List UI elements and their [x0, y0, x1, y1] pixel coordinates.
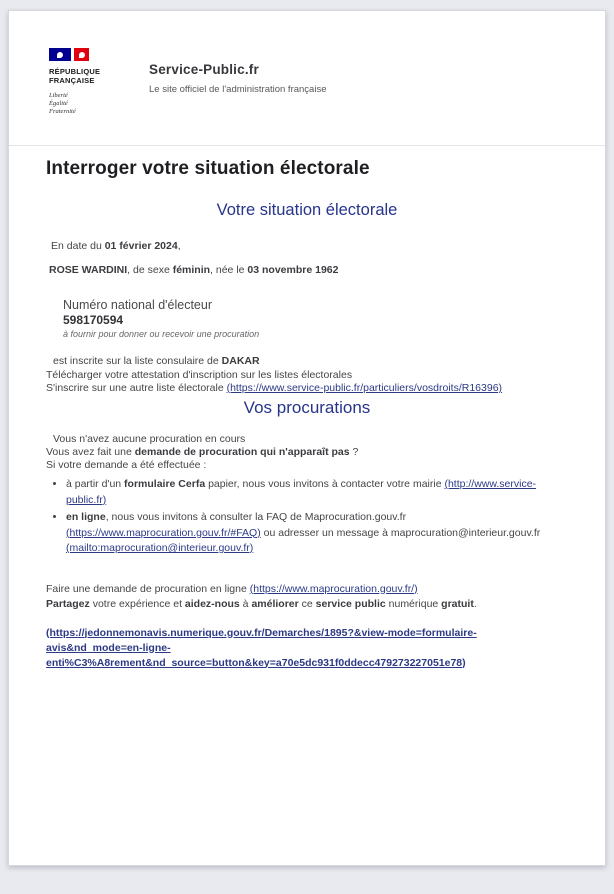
marianne-figure-icon: [57, 52, 63, 58]
french-flag-icon: [49, 48, 121, 62]
text-fragment: votre expérience et: [89, 597, 185, 610]
share-bold: aidez-nous: [184, 597, 240, 610]
procuration-bullet-list: [51, 477, 563, 557]
registered-place: DAKAR: [221, 355, 260, 367]
marianne-figure-icon: [79, 52, 85, 58]
share-bold: gratuit: [441, 597, 474, 610]
elector-number-value: 598170594: [63, 313, 124, 327]
republic-line: FRANÇAISE: [49, 76, 95, 85]
text-fragment: Vous avez fait une: [46, 446, 135, 458]
person-sex: féminin: [172, 264, 211, 276]
text-fragment: à partir d'un: [66, 478, 125, 490]
mailto-link[interactable]: (mailto:maprocuration@interieur.gouv.fr): [66, 542, 254, 554]
register-other-list-url-link[interactable]: (https://www.service-public.fr/particuliers/vosdroits/R16396): [226, 382, 503, 394]
text-fragment: à: [239, 597, 252, 610]
site-header: [9, 11, 605, 146]
text-fragment: S'inscrire sur une autre liste électorale: [46, 382, 227, 394]
person-birthdate: 03 novembre 1962: [247, 264, 339, 276]
bullet-cerfa: [66, 477, 563, 508]
no-procuration-line: Vous n'avez aucune procuration en cours: [53, 433, 246, 445]
register-other-list-line[interactable]: [46, 382, 568, 395]
text-fragment: , nous vous invitons à consulter la FAQ de Maprocuration.gouv.fr: [105, 511, 407, 523]
document-body: [9, 157, 605, 671]
text-fragment: papier, nous vous invitons à contacter votre mairie: [205, 478, 445, 490]
text-fragment: ?: [349, 446, 359, 458]
person-line: [49, 264, 568, 277]
text-fragment: ou adresser un message à maprocuration@interieur.gouv.fr: [260, 526, 541, 539]
maprocuration-faq-url-link[interactable]: (https://www.maprocuration.gouv.fr/#FAQ): [66, 526, 261, 539]
text-fragment: numérique: [385, 597, 442, 610]
elector-number-block: [63, 298, 568, 340]
motto-line: Liberté: [49, 92, 68, 99]
request-missing-bold: demande de procuration qui n'apparaît pas: [134, 446, 350, 458]
person-name: ROSE WARDINI: [49, 264, 128, 276]
share-bold: service public: [315, 597, 386, 610]
republic-name: [49, 67, 121, 85]
elector-number-note: à fournir pour donner ou recevoir une procuration: [63, 329, 260, 339]
feedback-url-link[interactable]: (https://jedonnemonavis.numerique.gouv.fr/Demarches/1895?&view-mode=formulaire-avis&nd_mode=en-ligne-enti%C3%A8rement&nd_source=button&key=a70e5dc931f0ddecc479273227051e78): [46, 626, 477, 669]
text-fragment: .: [473, 597, 477, 610]
date-line: [51, 240, 568, 253]
request-missing-line: [46, 446, 568, 459]
text-fragment: Faire une demande de procuration en ligne: [46, 582, 250, 595]
republique-francaise-logo: [49, 48, 121, 116]
section-heading-situation: Votre situation électorale: [216, 201, 398, 219]
text-fragment: ,: [177, 240, 181, 252]
flag-red-icon: [74, 48, 89, 61]
registered-line: [53, 355, 568, 368]
elector-number-label: Numéro national d'électeur: [63, 298, 212, 312]
date-value: 01 février 2024: [104, 240, 178, 252]
site-identity: [149, 48, 326, 95]
share-bold: améliorer: [251, 597, 299, 610]
document-page: [8, 10, 606, 866]
text-fragment: , de sexe: [127, 264, 173, 276]
maprocuration-url-link[interactable]: (https://www.maprocuration.gouv.fr/): [249, 582, 418, 595]
motto: [49, 92, 121, 116]
bullet-en-ligne: [66, 510, 563, 557]
download-attestation-link[interactable]: Télécharger votre attestation d'inscription sur les listes électorales: [46, 369, 353, 381]
republic-line: RÉPUBLIQUE: [49, 67, 101, 76]
text-fragment: En date du: [51, 240, 105, 252]
service-public-url-link[interactable]: (http://www.service-public.fr): [66, 478, 537, 506]
cerfa-bold: formulaire Cerfa: [124, 478, 206, 490]
text-fragment: , née le: [210, 264, 248, 276]
motto-line: Fraternité: [49, 108, 76, 115]
text-fragment: est inscrite sur la liste consulaire de: [53, 355, 222, 367]
motto-line: Égalité: [49, 100, 68, 107]
site-tagline: Le site officiel de l'administration française: [149, 84, 327, 95]
page-title: Interroger votre situation électorale: [46, 158, 370, 179]
site-name: Service-Public.fr: [149, 62, 259, 77]
share-experience-line: [46, 597, 568, 611]
text-fragment: ce: [298, 597, 316, 610]
en-ligne-bold: en ligne: [66, 511, 106, 523]
online-request-line[interactable]: [46, 583, 568, 596]
flag-blue-icon: [49, 48, 71, 61]
section-heading-procurations: Vos procurations: [243, 398, 371, 417]
share-bold: Partagez: [46, 597, 90, 610]
if-request-line: Si votre demande a été effectuée :: [46, 459, 207, 471]
